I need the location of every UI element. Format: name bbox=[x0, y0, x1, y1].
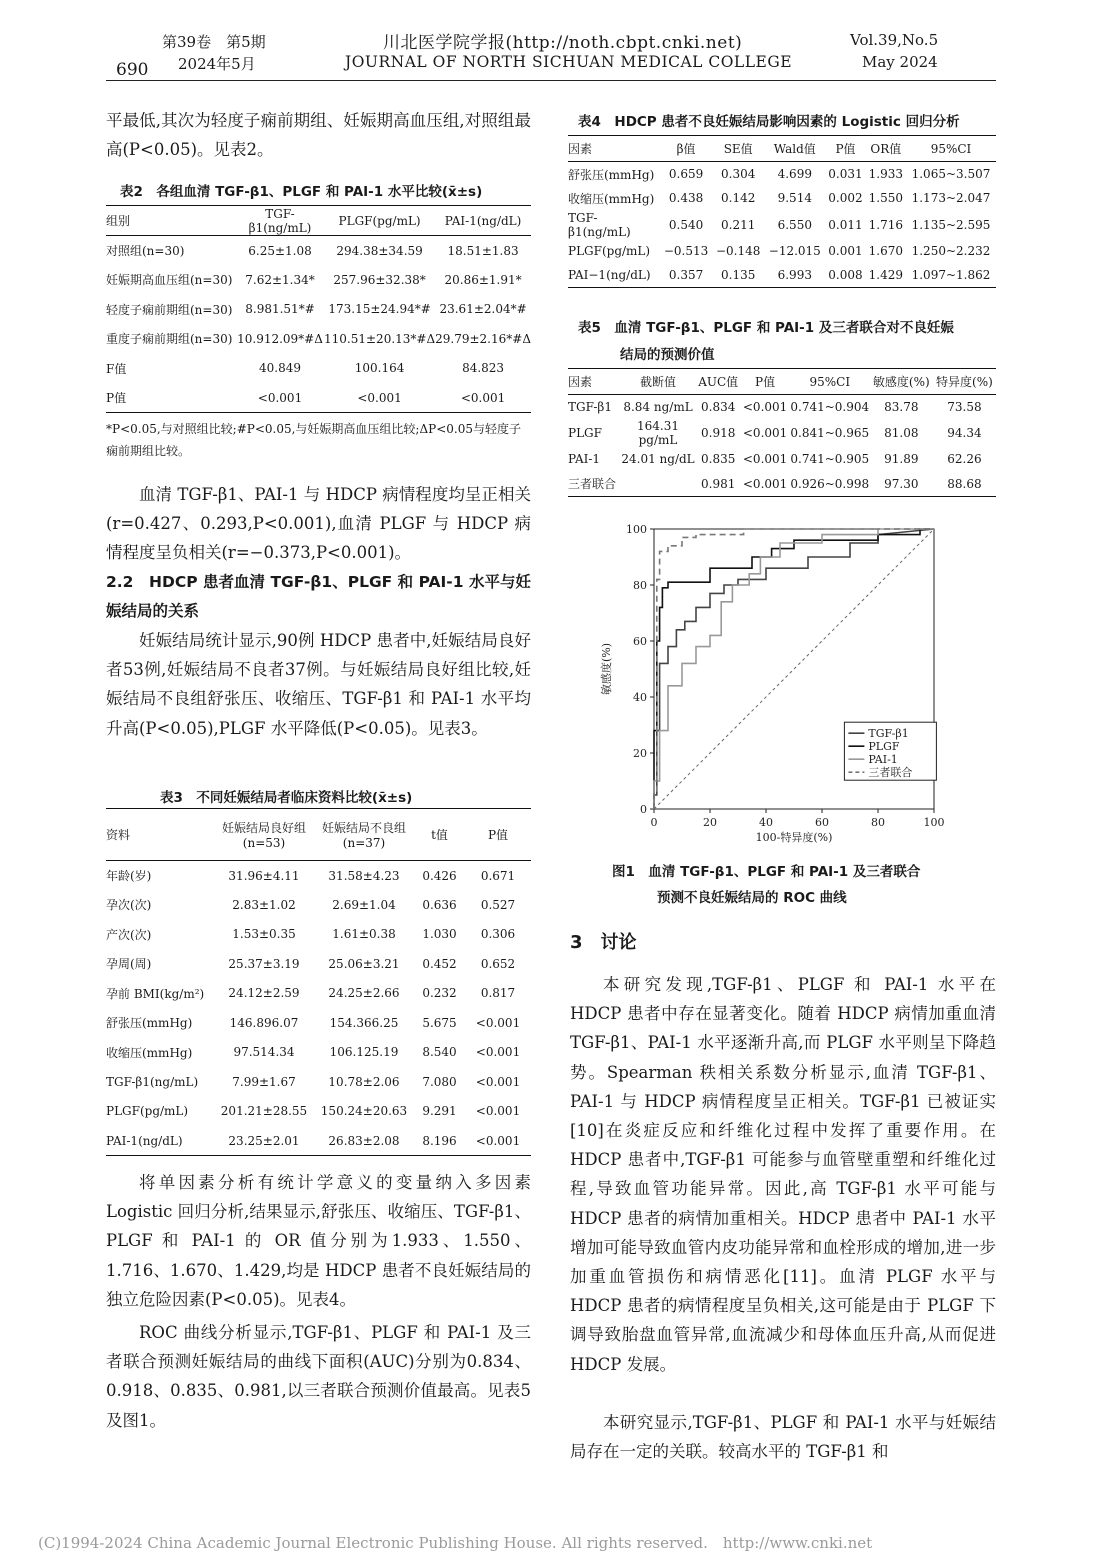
table2-header: 组别 bbox=[106, 214, 131, 228]
table-cell: <0.001 bbox=[257, 390, 303, 405]
table-cell: 孕前 BMI(kg/m²) bbox=[106, 986, 205, 1001]
legend-label: TGF-β1 bbox=[868, 727, 909, 741]
table-cell: 97.514.34 bbox=[233, 1045, 295, 1060]
discussion-paragraph-1: 本研究发现,TGF-β1、PLGF 和 PAI-1 水平在 HDCP 患者中存在显著变化。随着 HDCP 病情加重血清 TGF-β1、PAI-1 水平逐渐升高,而 PLGF 水平则呈下降趋势。Spearman 秩相关系数分析显示,血清 TGF-β1、PAI-1 与 HDCP 病情程度呈正相关。TGF-β1 已被证实[10]在炎症反应和纤维化过程中发挥了重要作用。在 HDCP 患者中,TGF-β1 可能参与血管壁重塑和纤维化过程,导致血管功能异常。因此,高 TGF-β1 水平可能与 HDCP 患者的病情加重相关。HDCP 患者中 PAI-1 水平增加可能导致血管内皮功能异常和血栓形成的增加,进一步加重血管损伤和病情恶化[11]。血清 PLGF 水平与 HDCP 患者的病情程度呈负相关,这可能是由于 PLGF 下调导致胎盘血管异常,血流减少和母体血压升高,从而促进 HDCP 发展。 bbox=[570, 975, 996, 1374]
table-cell: 0.817 bbox=[480, 986, 516, 1001]
table-cell: 1.550 bbox=[868, 191, 903, 206]
table-cell: 6.993 bbox=[777, 268, 812, 282]
table-cell: 0.002 bbox=[828, 191, 863, 206]
table-cell: 1.670 bbox=[868, 243, 903, 258]
table4-header: Wald值 bbox=[773, 142, 816, 156]
table-cell: 10.78±2.06 bbox=[328, 1074, 400, 1089]
table-cell: 0.304 bbox=[721, 167, 756, 181]
table-cell: 94.34 bbox=[947, 426, 982, 440]
table-2 bbox=[106, 205, 531, 413]
table3-caption: 表3 不同妊娠结局者临床资料比较(x̄±s) bbox=[160, 790, 413, 806]
table-cell: 1.429 bbox=[868, 268, 903, 282]
table-cell: <0.001 bbox=[460, 390, 506, 405]
table-row bbox=[106, 890, 531, 920]
table-cell: 10.912.09*#Δ bbox=[237, 331, 323, 346]
legend-label: 三者联合 bbox=[868, 766, 913, 780]
table-cell: 1.173~2.047 bbox=[911, 191, 991, 206]
outcome-paragraph: 妊娠结局统计显示,90例 HDCP 患者中,妊娠结局良好者53例,妊娠结局不良者37例。与妊娠结局良好组比较,妊娠结局不良组舒张压、收缩压、TGF-β1 和 PAI-1 水平均升高(P<0.05),PLGF 水平降低(P<0.05)。见表3。 bbox=[106, 631, 531, 738]
table-cell: 0.357 bbox=[668, 268, 704, 282]
table3-header-good: 妊娠结局良好组 (n=53) bbox=[221, 821, 306, 850]
table3-header: 资料 bbox=[106, 828, 131, 842]
table-cell: 1.933 bbox=[868, 167, 903, 181]
table4-header: OR值 bbox=[870, 142, 902, 156]
table5-header: P值 bbox=[755, 375, 776, 389]
table-row bbox=[106, 1008, 531, 1038]
regression-paragraph: 将单因素分析有统计学意义的变量纳入多因素 Logistic 回归分析,结果显示,舒张压、收缩压、TGF-β1、PLGF 和 PAI-1 的 OR 值分别为1.933、1.550、1.716、1.670、1.429,均是 HDCP 患者不良妊娠结局的独立危险因素(P<0.05)。见表4。 bbox=[106, 1173, 531, 1309]
table-cell: 20.86±1.91* bbox=[444, 272, 522, 287]
table-cell: PLGF bbox=[568, 426, 602, 440]
table-cell: 妊娠期高血压组(n=30) bbox=[106, 273, 233, 288]
table-cell: 257.96±32.38* bbox=[333, 272, 426, 287]
table-cell: 0.031 bbox=[828, 167, 863, 181]
legend-label: PAI-1 bbox=[868, 753, 898, 767]
table-cell: 1.250~2.232 bbox=[911, 243, 991, 258]
table-cell: 88.68 bbox=[947, 476, 982, 491]
table-row bbox=[106, 354, 531, 384]
table-cell: 146.896.07 bbox=[229, 1015, 299, 1030]
intro-paragraph: 平最低,其次为轻度子痫前期组、妊娠期高血压组,对照组最高(P<0.05)。见表2。 bbox=[106, 111, 531, 160]
table-row bbox=[568, 395, 996, 420]
table4-header: 因素 bbox=[568, 142, 593, 156]
table-cell: 154.366.25 bbox=[329, 1015, 399, 1030]
legend-label: PLGF bbox=[868, 740, 900, 754]
journal-name-cn: 川北医学院学报(http://noth.cbpt.cnki.net) bbox=[383, 33, 743, 53]
table-cell: PAI-1(ng/dL) bbox=[106, 1133, 183, 1148]
table-cell: 0.135 bbox=[721, 268, 756, 282]
y-tick-label: 0 bbox=[640, 803, 647, 816]
correlation-paragraph: 血清 TGF-β1、PAI-1 与 HDCP 病情程度均呈正相关(r=0.427、0.293,P<0.001),血清 PLGF 与 HDCP 病情程度呈负相关(r=−0.373,P<0.001)。 bbox=[106, 485, 531, 563]
table-cell: 24.01 ng/dL bbox=[621, 452, 695, 467]
table-cell: 4.699 bbox=[777, 167, 812, 181]
table5-caption-line1: 表5 血清 TGF-β1、PLGF 和 PAI-1 及三者联合对不良妊娠 bbox=[578, 320, 954, 336]
table-cell: 150.24±20.63 bbox=[320, 1104, 408, 1119]
table-cell: 106.125.19 bbox=[329, 1045, 399, 1060]
y-tick-label: 60 bbox=[633, 635, 647, 648]
table-cell: <0.001 bbox=[357, 390, 402, 405]
table-row bbox=[106, 1097, 531, 1127]
table2-header: PLGF(pg/mL) bbox=[338, 213, 421, 228]
figure1-caption-line2: 预测不良妊娠结局的 ROC 曲线 bbox=[657, 890, 847, 906]
table-cell: 7.99±1.67 bbox=[232, 1074, 296, 1089]
table-cell: 164.31 pg/mL bbox=[637, 419, 679, 447]
table-cell: 201.21±28.55 bbox=[220, 1104, 308, 1119]
table-cell: 25.37±3.19 bbox=[228, 956, 300, 971]
table-cell: P值 bbox=[106, 391, 127, 405]
table-cell: 8.196 bbox=[422, 1133, 457, 1148]
table-cell: −0.148 bbox=[715, 243, 761, 258]
x-axis-label: 100-特异度(%) bbox=[755, 831, 833, 844]
table-cell: 1.53±0.35 bbox=[232, 927, 296, 942]
table-cell: 0.527 bbox=[480, 897, 516, 912]
table-cell: 收缩压(mmHg) bbox=[106, 1045, 193, 1060]
table-cell: 0.981 bbox=[701, 476, 736, 491]
roc-chart bbox=[590, 515, 960, 855]
table5-header: 敏感度(%) bbox=[872, 375, 930, 389]
table-row bbox=[106, 1126, 531, 1156]
y-tick-label: 80 bbox=[633, 579, 647, 592]
table-cell: <0.001 bbox=[475, 1045, 521, 1060]
table-cell: 18.51±1.83 bbox=[447, 243, 519, 258]
table-cell: 24.12±2.59 bbox=[228, 986, 300, 1001]
table-cell: TGF-β1(ng/mL) bbox=[568, 210, 631, 239]
table-cell: 收缩压(mmHg) bbox=[568, 191, 655, 206]
table3-header-poor: 妊娠结局不良组 (n=37) bbox=[321, 821, 406, 850]
table3-header: t值 bbox=[431, 828, 448, 842]
table-cell: 6.25±1.08 bbox=[248, 243, 312, 258]
table-cell: TGF-β1(ng/mL) bbox=[106, 1074, 199, 1089]
table-cell: TGF-β1 bbox=[568, 400, 613, 414]
table-cell: −0.513 bbox=[663, 243, 709, 258]
table-row bbox=[106, 920, 531, 950]
table-cell: 23.61±2.04*# bbox=[439, 302, 527, 317]
y-axis-label: 敏感度(%) bbox=[600, 642, 613, 696]
table-row bbox=[568, 239, 996, 264]
table2-note: *P<0.05,与对照组比较;#P<0.05,与妊娠期高血压组比较;ΔP<0.05与轻度子痫前期组比较。 bbox=[106, 422, 521, 458]
table-cell: <0.001 bbox=[742, 452, 788, 467]
volume-en: Vol.39,No.5 bbox=[850, 31, 939, 49]
table-cell: 孕次(次) bbox=[106, 898, 152, 913]
journal-name-en: JOURNAL OF NORTH SICHUAN MEDICAL COLLEGE bbox=[345, 53, 793, 71]
table-cell: 1.065~3.507 bbox=[911, 167, 991, 181]
table2-header: PAI-1(ng/dL) bbox=[444, 213, 522, 228]
table-cell: 1.61±0.38 bbox=[332, 927, 396, 942]
table-cell: 31.96±4.11 bbox=[228, 868, 300, 883]
table-cell: 84.823 bbox=[462, 361, 505, 376]
x-tick-label: 100 bbox=[923, 816, 945, 829]
table-cell: 2.83±1.02 bbox=[232, 897, 296, 912]
table-cell: 8.84 ng/mL bbox=[623, 400, 693, 414]
table-cell: PLGF(pg/mL) bbox=[568, 243, 651, 258]
table-5 bbox=[568, 368, 996, 497]
table-cell: 0.741~0.905 bbox=[790, 452, 870, 467]
table-cell: 9.291 bbox=[422, 1104, 457, 1119]
table-cell: 25.06±3.21 bbox=[328, 956, 400, 971]
table5-header: 95%CI bbox=[809, 374, 851, 389]
table-cell: 三者联合 bbox=[568, 477, 617, 491]
x-tick-label: 60 bbox=[815, 816, 829, 829]
table-cell: 29.79±2.16*#Δ bbox=[435, 331, 531, 346]
table-cell: 5.675 bbox=[422, 1015, 457, 1030]
table-cell: 1.030 bbox=[422, 927, 457, 942]
table-cell: 2.69±1.04 bbox=[332, 897, 396, 912]
page-number: 690 bbox=[116, 60, 149, 80]
table-row bbox=[106, 236, 531, 266]
table3-header: P值 bbox=[487, 828, 509, 842]
table-row bbox=[106, 295, 531, 325]
table-cell: 0.232 bbox=[422, 986, 457, 1001]
x-tick-label: 40 bbox=[759, 816, 773, 829]
table-3 bbox=[106, 808, 531, 1156]
table-cell: 0.671 bbox=[480, 868, 516, 883]
table-cell: 9.514 bbox=[777, 191, 812, 206]
table-cell: 97.30 bbox=[884, 476, 919, 491]
table-cell: 294.38±34.59 bbox=[336, 243, 423, 258]
table-row bbox=[106, 861, 531, 891]
table4-header: P值 bbox=[835, 142, 856, 156]
table-row bbox=[106, 979, 531, 1009]
table-cell: 83.78 bbox=[884, 400, 919, 414]
copyright-footer: (C)1994-2024 China Academic Journal Electronic Publishing House. All rights reserved. http://www.cnki.net bbox=[38, 1534, 873, 1552]
table-cell: 0.142 bbox=[721, 191, 756, 206]
table-row bbox=[568, 263, 996, 288]
table-cell: 0.001 bbox=[828, 243, 863, 258]
table-cell: <0.001 bbox=[475, 1015, 521, 1030]
table-cell: 24.25±2.66 bbox=[328, 986, 400, 1001]
x-tick-label: 0 bbox=[650, 816, 658, 829]
y-tick-label: 100 bbox=[626, 523, 647, 536]
table-cell: 31.58±4.23 bbox=[328, 868, 400, 883]
section-3-title: 3 讨论 bbox=[570, 932, 637, 953]
table-cell: 26.83±2.08 bbox=[328, 1133, 400, 1148]
date-en: May 2024 bbox=[862, 53, 938, 71]
volume-cn: 第39卷 第5期 bbox=[162, 33, 266, 51]
x-tick-label: 20 bbox=[703, 816, 717, 829]
table-cell: <0.001 bbox=[742, 476, 788, 491]
table-cell: 舒张压(mmHg) bbox=[106, 1016, 193, 1031]
table-cell: 0.835 bbox=[701, 452, 736, 467]
table-row bbox=[106, 1067, 531, 1097]
table-cell bbox=[620, 472, 696, 497]
table-cell: 轻度子痫前期组(n=30) bbox=[106, 302, 233, 317]
table-4 bbox=[568, 135, 996, 288]
table-row bbox=[106, 265, 531, 295]
x-tick-label: 80 bbox=[871, 816, 885, 829]
table-cell: 7.080 bbox=[422, 1074, 457, 1089]
table-cell: 110.51±20.13*#Δ bbox=[324, 331, 436, 346]
table-row bbox=[106, 383, 531, 413]
header-rule bbox=[106, 80, 996, 81]
table-cell: 0.926~0.998 bbox=[790, 476, 870, 491]
table-cell: <0.001 bbox=[475, 1104, 521, 1119]
table-cell: 81.08 bbox=[884, 426, 919, 440]
table5-header: 截断值 bbox=[639, 375, 676, 389]
table-cell: 0.659 bbox=[668, 167, 704, 181]
table2-header: TGF-β1(ng/mL) bbox=[248, 206, 312, 235]
table-cell: 91.89 bbox=[884, 452, 919, 467]
table-cell: 孕周(周) bbox=[106, 957, 152, 972]
table-cell: 0.306 bbox=[480, 927, 516, 942]
table4-header: SE值 bbox=[723, 142, 753, 156]
table-cell: 7.62±1.34* bbox=[245, 272, 315, 287]
table5-caption-line2: 结局的预测价值 bbox=[620, 347, 715, 363]
figure1-caption-line1: 图1 血清 TGF-β1、PLGF 和 PAI-1 及三者联合 bbox=[612, 864, 921, 880]
table-cell: <0.001 bbox=[475, 1133, 521, 1148]
table4-header: β值 bbox=[676, 142, 696, 156]
table-row bbox=[568, 186, 996, 211]
table-cell: −12.015 bbox=[768, 243, 821, 258]
table-cell: 1.135~2.595 bbox=[911, 217, 991, 232]
table-cell: F值 bbox=[106, 361, 127, 376]
table-cell: 产次(次) bbox=[106, 927, 152, 942]
table-row bbox=[568, 162, 996, 187]
table2-caption: 表2 各组血清 TGF-β1、PLGF 和 PAI-1 水平比较(x̄±s) bbox=[120, 184, 483, 200]
table-cell: 8.540 bbox=[422, 1045, 457, 1060]
table-cell: 0.011 bbox=[828, 217, 863, 232]
table-cell: 1.097~1.862 bbox=[911, 268, 991, 282]
table-cell: 0.841~0.965 bbox=[790, 426, 870, 440]
table-row bbox=[568, 447, 996, 472]
table-row bbox=[106, 324, 531, 354]
table-cell: <0.001 bbox=[475, 1074, 521, 1089]
table-row bbox=[106, 949, 531, 979]
table5-header: AUC值 bbox=[698, 375, 739, 389]
table-cell: 62.26 bbox=[947, 452, 982, 467]
table4-caption: 表4 HDCP 患者不良妊娠结局影响因素的 Logistic 回归分析 bbox=[578, 114, 960, 130]
table-cell: 73.58 bbox=[947, 400, 982, 414]
table-cell: 0.834 bbox=[701, 400, 736, 414]
table-row bbox=[568, 472, 996, 497]
table-cell: 0.540 bbox=[668, 217, 704, 232]
table-cell: PAI−1(ng/dL) bbox=[568, 268, 651, 282]
table-cell: 0.741~0.904 bbox=[790, 400, 870, 414]
table-row bbox=[568, 211, 996, 239]
table-row bbox=[568, 419, 996, 447]
table-cell: 40.849 bbox=[259, 361, 301, 376]
table-cell: 8.981.51*# bbox=[245, 302, 315, 317]
table-cell: 23.25±2.01 bbox=[228, 1133, 300, 1148]
table-cell: 0.008 bbox=[828, 268, 863, 282]
roc-paragraph: ROC 曲线分析显示,TGF-β1、PLGF 和 PAI-1 及三者联合预测妊娠结局的曲线下面积(AUC)分别为0.834、0.918、0.835、0.981,以三者联合预测价值最高。见表5及图1。 bbox=[106, 1323, 531, 1430]
table-cell: 0.652 bbox=[480, 956, 516, 971]
table-cell: <0.001 bbox=[742, 400, 788, 414]
table-cell: 对照组(n=30) bbox=[106, 244, 185, 258]
table-cell: 年龄(岁) bbox=[106, 869, 152, 883]
table-cell: 1.716 bbox=[868, 217, 903, 232]
discussion-paragraph-2: 本研究显示,TGF-β1、PLGF 和 PAI-1 水平与妊娠结局存在一定的关联。较高水平的 TGF-β1 和 bbox=[570, 1413, 996, 1462]
table-cell: 0.918 bbox=[701, 426, 736, 440]
table-cell: <0.001 bbox=[742, 426, 788, 440]
table-cell: 173.15±24.94*# bbox=[328, 302, 431, 317]
table-cell: 0.452 bbox=[422, 956, 457, 971]
table-cell: 重度子痫前期组(n=30) bbox=[106, 332, 233, 347]
table-cell: 0.438 bbox=[668, 191, 704, 206]
table-cell: 0.211 bbox=[721, 217, 756, 232]
table-cell: 6.550 bbox=[777, 217, 812, 232]
y-tick-label: 40 bbox=[633, 691, 647, 704]
table4-header: 95%CI bbox=[930, 141, 972, 156]
table-row bbox=[106, 1038, 531, 1068]
table-cell: 舒张压(mmHg) bbox=[568, 167, 655, 182]
section-2-2-heading: 2.2 HDCP 患者血清 TGF-β1、PLGF 和 PAI-1 水平与妊娠结局的关系 bbox=[106, 573, 531, 621]
table5-header: 因素 bbox=[568, 375, 593, 389]
table-cell: 100.164 bbox=[354, 361, 405, 376]
table-cell: PAI-1 bbox=[568, 452, 601, 467]
table-cell: 0.636 bbox=[422, 897, 457, 912]
y-tick-label: 20 bbox=[633, 747, 647, 760]
table-cell: PLGF(pg/mL) bbox=[106, 1104, 189, 1119]
table5-header: 特异度(%) bbox=[936, 375, 993, 389]
date-cn: 2024年5月 bbox=[178, 55, 256, 73]
table-cell: 0.426 bbox=[422, 868, 457, 883]
